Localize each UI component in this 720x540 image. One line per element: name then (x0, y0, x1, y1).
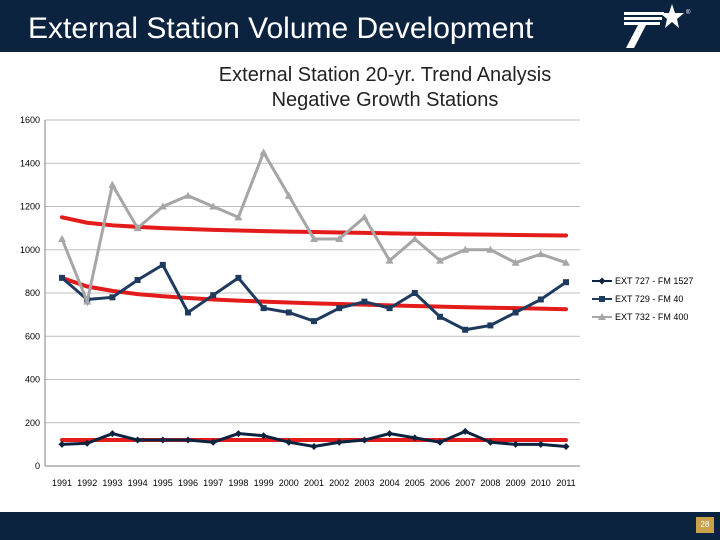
data-point (261, 305, 267, 311)
data-point (487, 322, 493, 328)
x-tick-label: 2001 (303, 478, 325, 488)
data-point (185, 309, 191, 315)
x-tick-label: 1998 (228, 478, 249, 488)
y-tick-label: 400 (24, 374, 40, 385)
page-number: 28 (696, 517, 714, 533)
data-point (538, 296, 544, 302)
data-point (563, 443, 570, 450)
data-point (59, 275, 65, 281)
data-point (599, 278, 606, 285)
x-tick-label: 1997 (203, 478, 224, 488)
legend-item (592, 312, 688, 322)
data-point (412, 290, 418, 296)
data-point (235, 430, 242, 437)
legend-item (592, 276, 693, 286)
x-tick-label: 2003 (354, 478, 375, 488)
registered-mark: ® (686, 10, 691, 16)
x-tick-label: 1999 (253, 478, 274, 488)
data-point (235, 275, 241, 281)
x-tick-label: 2002 (329, 478, 350, 488)
data-point (210, 292, 216, 298)
y-tick-label: 1200 (19, 201, 40, 212)
data-point (184, 192, 192, 199)
x-tick-label: 1991 (51, 478, 73, 488)
data-point (411, 235, 419, 242)
data-point (311, 318, 317, 324)
y-tick-label: 1000 (19, 244, 40, 255)
data-point (599, 296, 605, 302)
y-tick-label: 200 (24, 417, 40, 428)
y-tick-label: 800 (24, 288, 40, 298)
data-point (387, 305, 393, 311)
x-tick-label: 2011 (556, 478, 576, 488)
data-point (135, 277, 141, 283)
legend-label: EXT 732 - FM 400 (615, 312, 689, 322)
x-tick-label: 1996 (177, 478, 199, 488)
data-point (360, 213, 368, 220)
legend (592, 276, 693, 322)
y-tick-label: 1400 (19, 158, 40, 169)
data-point (361, 437, 368, 444)
data-point (286, 309, 292, 315)
series-layer (58, 148, 570, 450)
data-point (336, 305, 342, 311)
legend-label: EXT 729 - FM 40 (615, 294, 684, 304)
x-tick-label: 2008 (480, 478, 501, 488)
data-point (159, 437, 166, 444)
data-point (109, 294, 115, 300)
x-tick-label: 1992 (77, 478, 98, 488)
data-point (513, 309, 519, 315)
data-point (437, 314, 443, 320)
footer-bar (0, 512, 720, 540)
x-tick-label: 1993 (102, 478, 123, 488)
x-tick-label: 2004 (379, 478, 400, 488)
page-title: External Station Volume Development (28, 12, 534, 45)
data-point (311, 443, 318, 450)
x-tick-label: 2005 (404, 478, 425, 488)
x-tick-label: 2010 (530, 478, 551, 488)
x-tick-label: 2000 (278, 478, 299, 488)
x-tick-label: 1995 (152, 478, 173, 488)
legend-item (592, 294, 683, 304)
data-point (108, 181, 116, 188)
x-tick-label: 2007 (455, 478, 476, 488)
x-tick-label: 1994 (127, 478, 148, 488)
data-point (260, 148, 268, 155)
data-point (185, 437, 192, 444)
chart-subtitle: Negative Growth Stations (271, 89, 499, 111)
data-point (134, 437, 141, 444)
x-tick-label: 2009 (505, 478, 526, 488)
data-point (462, 327, 468, 333)
y-tick-label: 600 (24, 331, 40, 342)
y-tick-label: 0 (34, 461, 40, 471)
y-tick-label: 1600 (19, 115, 40, 125)
data-point (386, 430, 393, 437)
data-point (361, 299, 367, 305)
legend-label: EXT 727 - FM 1527 (615, 276, 694, 286)
data-point (160, 262, 166, 268)
data-point (563, 279, 569, 285)
series (59, 262, 569, 333)
chart-title: External Station 20-yr. Trend Analysis (218, 64, 552, 86)
x-tick-label: 2006 (429, 478, 451, 488)
data-point (58, 235, 66, 242)
